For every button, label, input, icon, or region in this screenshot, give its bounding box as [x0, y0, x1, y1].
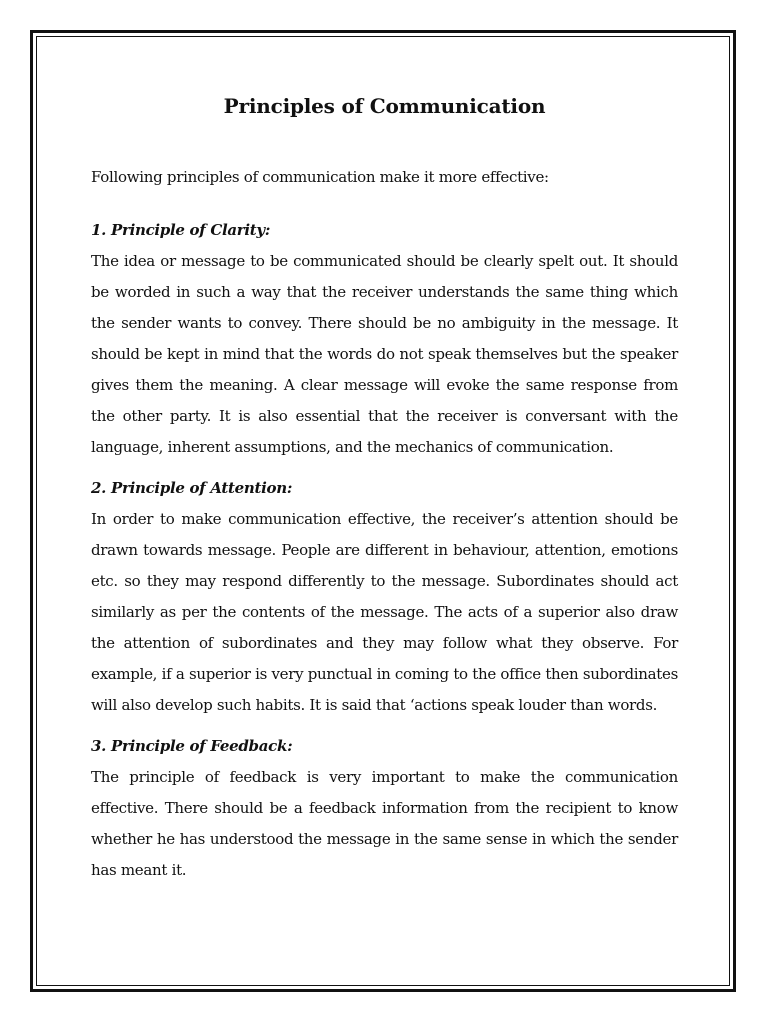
section-heading: 3. Principle of Feedback:: [91, 737, 293, 755]
section-clarity: [91, 215, 678, 463]
section-body: The principle of feedback is very important to make the communication effective. There should be a feedback information from the recipient to know whether he has understood the message in the same sense in which the sender has meant it.: [91, 768, 678, 879]
section-attention: [91, 473, 678, 721]
section-heading: 2. Principle of Attention:: [91, 479, 293, 497]
section-body: In order to make communication effective, the receiver’s attention should be drawn towards message. People are different in behaviour, attention, emotions etc. so they may respond differently to the message. Subordinates should act similarly as per the contents of the message. The acts of a superior also draw the attention of subordinates and they may follow what they observe. For example, if a superior is very punctual in coming to the office then subordinates will also develop such habits. It is said that ‘actions speak louder than words.: [91, 510, 678, 714]
section-feedback: [91, 731, 678, 886]
document-title: Principles of Communication: [223, 94, 546, 118]
section-heading: 1. Principle of Clarity:: [91, 221, 271, 239]
document-body: [91, 90, 678, 896]
intro-paragraph: Following principles of communication make it more effective:: [91, 168, 549, 186]
section-body: The idea or message to be communicated should be clearly spelt out. It should be worded in such a way that the receiver understands the same thing which the sender wants to convey. There should be no ambiguity in the message. It should be kept in mind that the words do not speak themselves but the speaker gives them the meaning. A clear message will evoke the same response from the other party. It is also essential that the receiver is conversant with the language, inherent assumptions, and the mechanics of communication.: [91, 252, 678, 456]
